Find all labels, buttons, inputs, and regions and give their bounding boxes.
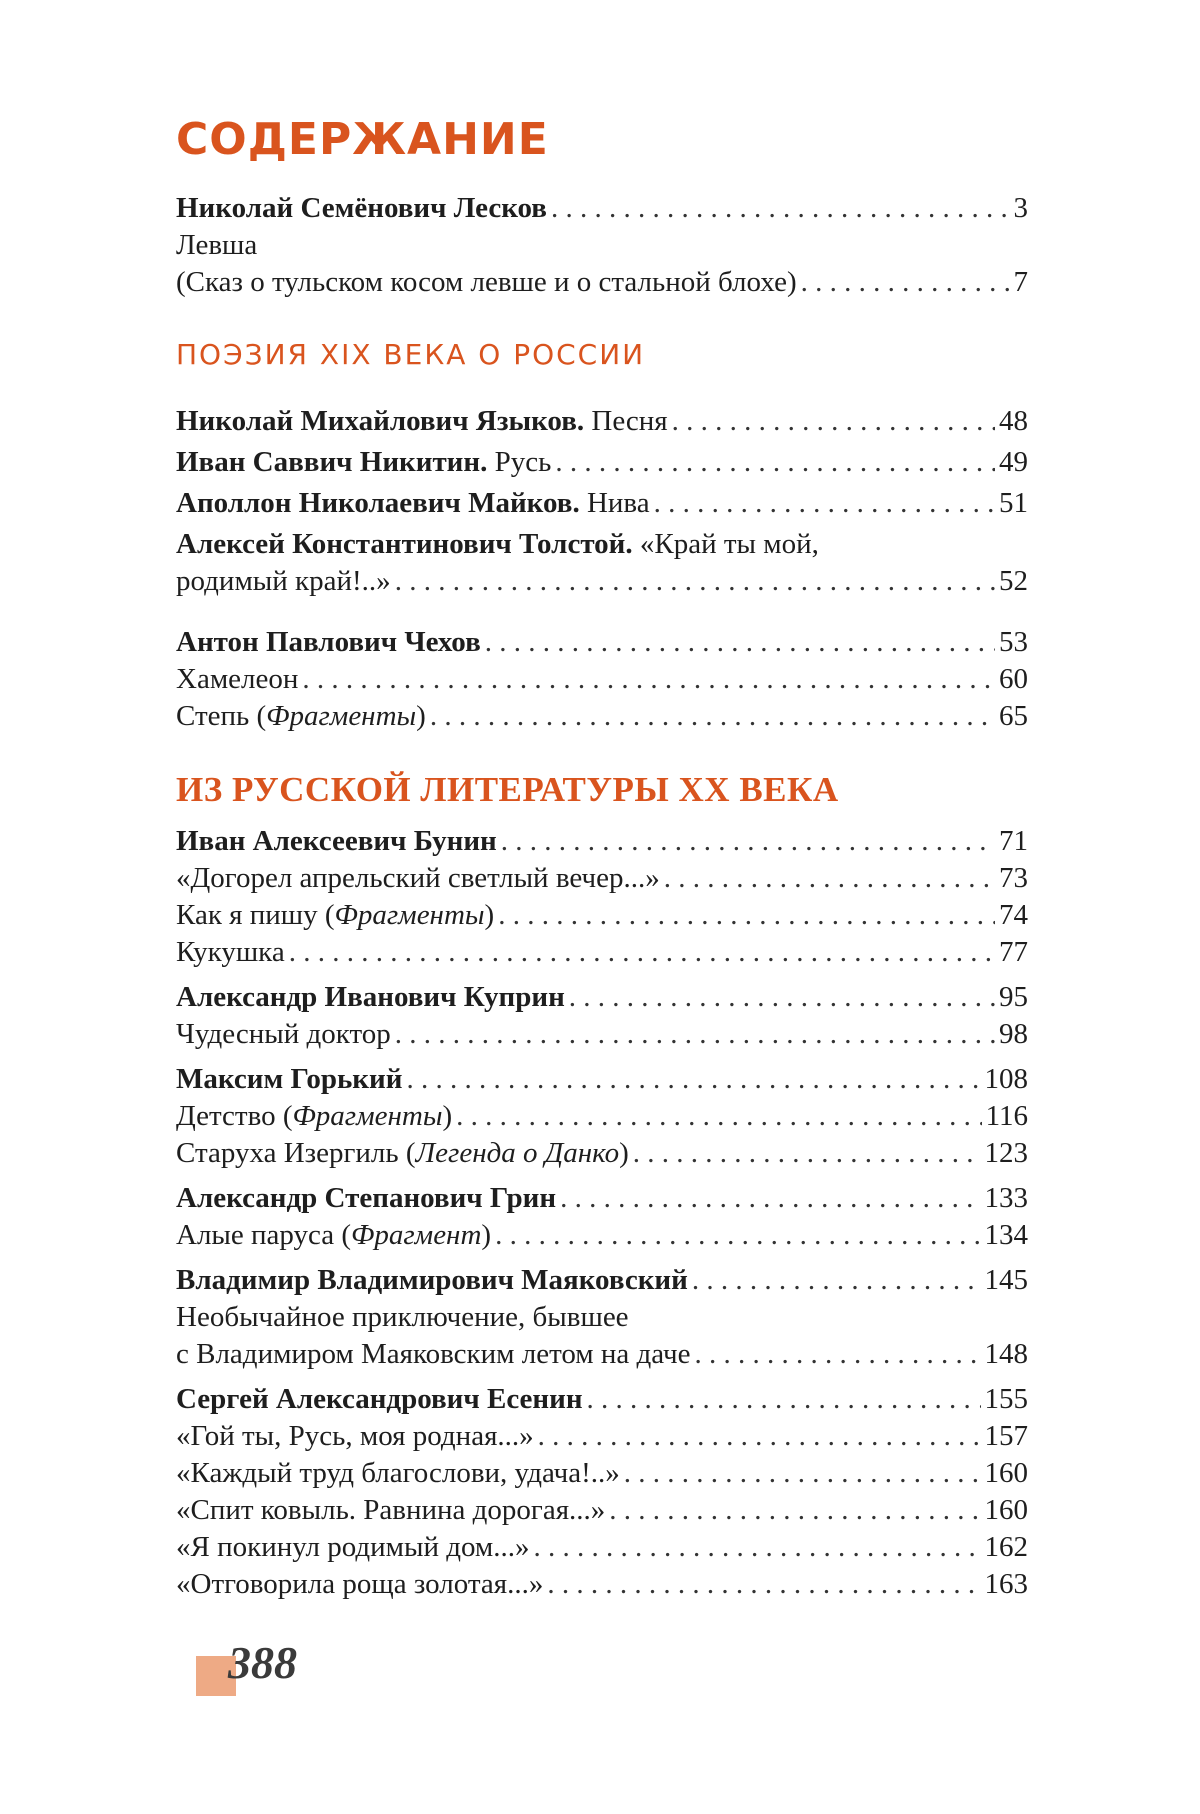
dot-leader bbox=[495, 1217, 980, 1254]
work-title: «Догорел апрельский светлый вечер...» bbox=[176, 862, 660, 894]
page-title: СОДЕРЖАНИЕ bbox=[176, 114, 549, 165]
dot-leader bbox=[692, 1262, 981, 1299]
dot-leader bbox=[485, 624, 995, 661]
toc-entry-leskov bbox=[176, 190, 1028, 301]
toc-entry-bunin: Иван Алексеевич Бунин . . . 71 «Догорел апрельский светлый вечер...» . . . 73 Как я пишу (Фрагменты) . . . 74 Кукушка . . . 77 bbox=[176, 823, 1028, 971]
author-name: Николай Михайлович Языков. bbox=[176, 405, 585, 437]
page-ref: 48 bbox=[999, 405, 1028, 437]
dot-leader bbox=[498, 897, 995, 934]
author-name: Антон Павлович Чехов bbox=[176, 626, 481, 658]
work-title: Чудесный доктор bbox=[176, 1018, 391, 1050]
toc-entry-mayakovsky bbox=[176, 1262, 1028, 1373]
page-ref: 133 bbox=[984, 1182, 1028, 1214]
work-title: «Каждый труд благослови, удача!..» bbox=[176, 1457, 620, 1489]
dot-leader bbox=[664, 860, 995, 897]
page-ref: 155 bbox=[984, 1383, 1028, 1415]
work-subtitle: Фрагменты bbox=[334, 899, 485, 931]
dot-leader bbox=[633, 1135, 981, 1172]
page-ref: 163 bbox=[984, 1568, 1028, 1600]
work-title: Нива bbox=[579, 487, 650, 519]
work-subtitle: Фрагменты bbox=[266, 700, 417, 732]
page-ref: 74 bbox=[999, 899, 1028, 931]
page-ref: 60 bbox=[999, 663, 1028, 695]
page-ref: 160 bbox=[984, 1457, 1028, 1489]
page-ref: 52 bbox=[999, 565, 1028, 597]
work-title: с Владимиром Маяковским летом на даче bbox=[176, 1338, 691, 1370]
page-ref: 73 bbox=[999, 862, 1028, 894]
work-title: «Спит ковыль. Равнина дорогая...» bbox=[176, 1494, 606, 1526]
list-item bbox=[176, 1418, 1028, 1455]
work-title: Алые паруса ( bbox=[176, 1219, 352, 1251]
page-ref: 77 bbox=[999, 936, 1028, 968]
toc-entry-grin: Александр Степанович Грин . . . 133 Алые паруса (Фрагмент) . . . 134 bbox=[176, 1180, 1028, 1254]
dot-leader bbox=[560, 1180, 980, 1217]
page-ref: 145 bbox=[984, 1264, 1028, 1296]
work-title: Кукушка bbox=[176, 936, 285, 968]
dot-leader bbox=[456, 1098, 981, 1135]
work-title: Детство ( bbox=[176, 1100, 293, 1132]
dot-leader bbox=[672, 403, 995, 440]
work-title: «Край ты мой, bbox=[632, 528, 819, 560]
work-title: (Сказ о тульском косом левше и о стальной блохе) bbox=[176, 266, 797, 298]
page-ref: 7 bbox=[1013, 266, 1028, 298]
page-ref: 162 bbox=[984, 1531, 1028, 1563]
dot-leader bbox=[289, 934, 995, 971]
work-title: Необычайное приключение, бывшее bbox=[176, 1301, 629, 1333]
dot-leader bbox=[395, 1016, 995, 1053]
dot-leader bbox=[501, 823, 995, 860]
dot-leader bbox=[551, 190, 1010, 227]
page-ref: 98 bbox=[999, 1018, 1028, 1050]
work-title: «Я покинул родимый дом...» bbox=[176, 1531, 530, 1563]
page-number: 388 bbox=[228, 1637, 297, 1688]
work-title: Как я пишу ( bbox=[176, 899, 335, 931]
dot-leader bbox=[587, 1381, 981, 1418]
page-ref: 51 bbox=[999, 487, 1028, 519]
author-name: Сергей Александрович Есенин bbox=[176, 1383, 583, 1415]
page-ref: 116 bbox=[985, 1100, 1028, 1132]
dot-leader bbox=[430, 698, 995, 735]
toc-entry-chekhov: Антон Павлович Чехов . . . 53 Хамелеон . . . 60 Степь (Фрагменты) . . . 65 bbox=[176, 624, 1028, 735]
toc-entry-nikitin bbox=[176, 444, 1028, 481]
dot-leader bbox=[547, 1566, 980, 1603]
table-of-contents bbox=[176, 110, 1028, 1611]
dot-leader bbox=[654, 485, 995, 522]
work-title: «Гой ты, Русь, моя родная...» bbox=[176, 1420, 534, 1452]
work-subtitle: Легенда о Данко bbox=[415, 1137, 620, 1169]
work-title: родимый край!..» bbox=[176, 565, 391, 597]
work-title: Русь bbox=[487, 446, 552, 478]
dot-leader bbox=[801, 264, 1010, 301]
dot-leader bbox=[694, 1336, 980, 1373]
section-heading: ПОЭЗИЯ XIX ВЕКА О РОССИИ bbox=[176, 338, 646, 371]
list-item bbox=[176, 1566, 1028, 1603]
dot-leader bbox=[624, 1455, 981, 1492]
page-ref: 95 bbox=[999, 981, 1028, 1013]
page-ref: 157 bbox=[984, 1420, 1028, 1452]
page-ref: 65 bbox=[999, 700, 1028, 732]
work-subtitle: Фрагмент bbox=[351, 1219, 482, 1251]
toc-entry-kuprin bbox=[176, 979, 1028, 1053]
list-item bbox=[176, 1455, 1028, 1492]
work-title: Хамелеон bbox=[176, 663, 299, 695]
dot-leader bbox=[555, 444, 995, 481]
author-name: Иван Алексеевич Бунин bbox=[176, 825, 497, 857]
author-name: Алексей Константинович Толстой. bbox=[176, 528, 633, 560]
toc-entry-esenin bbox=[176, 1381, 1028, 1603]
page-ref: 49 bbox=[999, 446, 1028, 478]
work-title: Левша bbox=[176, 229, 258, 261]
author-name: Александр Иванович Куприн bbox=[176, 981, 565, 1013]
page-ref: 134 bbox=[984, 1219, 1028, 1251]
dot-leader bbox=[609, 1492, 980, 1529]
section-heading: ИЗ РУССКОЙ ЛИТЕРАТУРЫ XX ВЕКА bbox=[176, 770, 839, 809]
work-title: Песня bbox=[584, 405, 668, 437]
page-ref: 71 bbox=[999, 825, 1028, 857]
dot-leader bbox=[538, 1418, 981, 1455]
author-name: Владимир Владимирович Маяковский bbox=[176, 1264, 688, 1296]
work-subtitle: Фрагменты bbox=[292, 1100, 443, 1132]
dot-leader bbox=[395, 563, 995, 600]
author-name: Николай Семёнович Лесков bbox=[176, 192, 547, 224]
work-title: «Отговорила роща золотая...» bbox=[176, 1568, 544, 1600]
toc-entry-yazykov bbox=[176, 403, 1028, 440]
dot-leader bbox=[302, 661, 995, 698]
list-item bbox=[176, 1529, 1028, 1566]
author-name: Александр Степанович Грин bbox=[176, 1182, 557, 1214]
toc-entry-tolstoy bbox=[176, 526, 1028, 600]
dot-leader bbox=[406, 1061, 980, 1098]
page-ref: 160 bbox=[984, 1494, 1028, 1526]
dot-leader bbox=[569, 979, 995, 1016]
page-ref: 148 bbox=[984, 1338, 1028, 1370]
toc-entry-gorky: Максим Горький . . . 108 Детство (Фрагменты) . . . 116 Старуха Изергиль (Легенда о Данко) . . . 123 bbox=[176, 1061, 1028, 1172]
author-name: Иван Саввич Никитин. bbox=[176, 446, 488, 478]
work-title: Степь ( bbox=[176, 700, 267, 732]
toc-entry-maikov bbox=[176, 485, 1028, 522]
list-item bbox=[176, 1492, 1028, 1529]
page-ref: 3 bbox=[1013, 192, 1028, 224]
author-name: Максим Горький bbox=[176, 1063, 403, 1095]
work-title: Старуха Изергиль ( bbox=[176, 1137, 416, 1169]
dot-leader bbox=[534, 1529, 981, 1566]
author-name: Аполлон Николаевич Майков. bbox=[176, 487, 580, 519]
page-ref: 53 bbox=[999, 626, 1028, 658]
page-ref: 123 bbox=[984, 1137, 1028, 1169]
page-ref: 108 bbox=[984, 1063, 1028, 1095]
